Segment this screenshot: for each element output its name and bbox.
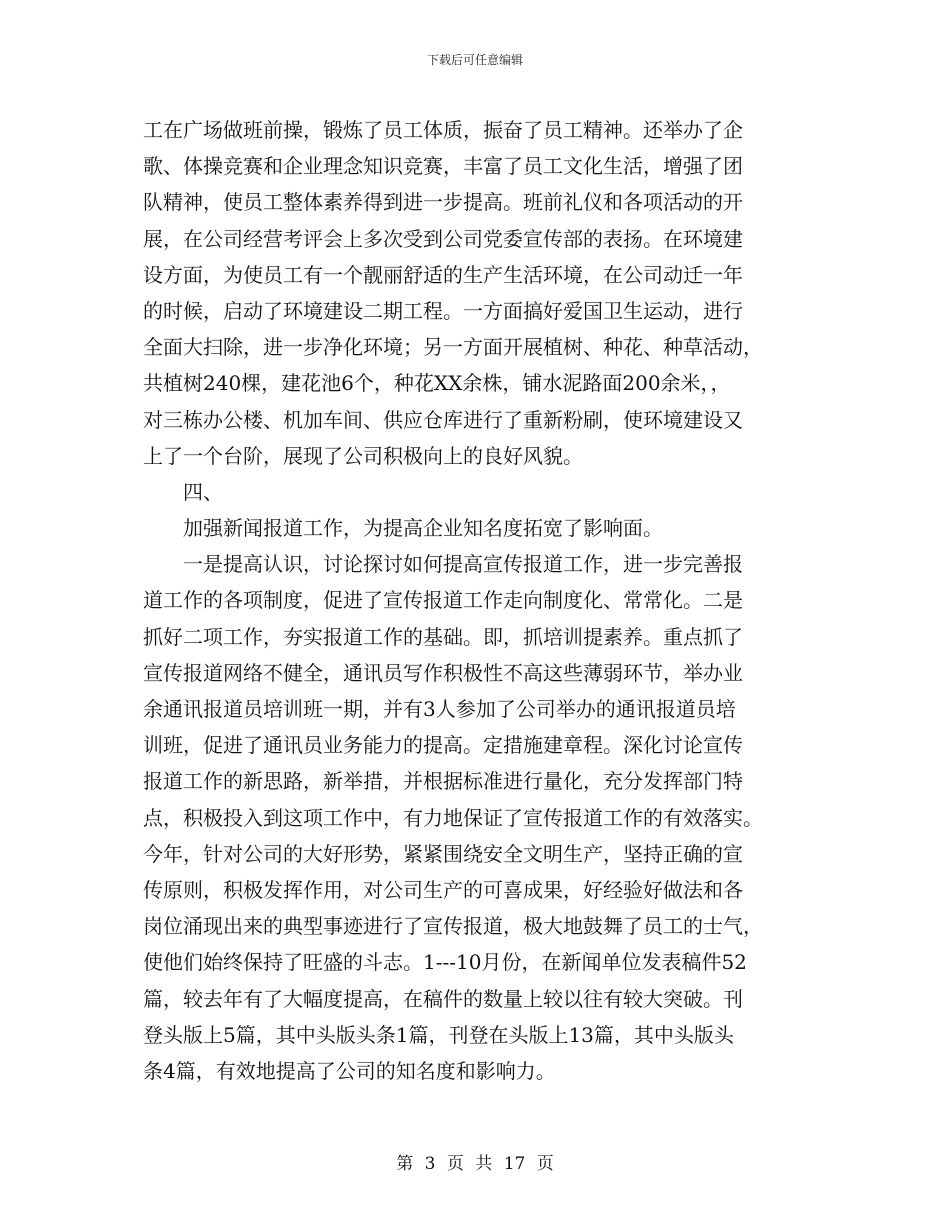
- body-line: 对三栋办公楼、机加车间、供应仓库进行了重新粉刷，使环境建设又: [143, 407, 743, 432]
- body-line: 传原则，积极发挥作用，对公司生产的可喜成果，好经验好做法和各: [143, 877, 743, 902]
- body-line: 岗位涌现出来的典型事迹进行了宣传报道，极大地鼓舞了员工的士气，: [143, 914, 763, 939]
- body-line: 抓好二项工作，夯实报道工作的基础。即，抓培训提素养。重点抓了: [143, 624, 743, 649]
- page-header-note: 下载后可任意编辑: [426, 53, 523, 67]
- body-line: 工在广场做班前操，锻炼了员工体质，振奋了员工精神。还举办了企: [143, 118, 743, 142]
- body-line: 登头版上5篇，其中头版头条1篇，刊登在头版上13篇，其中头版头: [143, 1022, 734, 1047]
- section-number: 四、: [183, 479, 223, 504]
- body-line: 展，在公司经营考评会上多次受到公司党委宣传部的表扬。在环境建: [143, 226, 743, 251]
- body-line: 全面大扫除，进一步净化环境；另一方面开展植树、种花、种草活动，: [143, 335, 763, 360]
- body-line: 的时候，启动了环境建设二期工程。一方面搞好爱国卫生运动，进行: [143, 298, 743, 323]
- body-line: 今年，针对公司的大好形势，紧紧围绕安全文明生产，坚持正确的宣: [143, 841, 743, 866]
- body-line: 上了一个台阶，展现了公司积极向上的良好风貌。: [143, 443, 583, 468]
- body-line: 篇，较去年有了大幅度提高，在稿件的数量上较以往有较大突破。刊: [143, 986, 743, 1011]
- body-line: 报道工作的新思路，新举措，并根据标准进行量化，充分发挥部门特: [143, 769, 743, 794]
- body-line: 宣传报道网络不健全，通讯员写作积极性不高这些薄弱环节，举办业: [143, 660, 743, 685]
- body-line: 一是提高认识，讨论探讨如何提高宣传报道工作，进一步完善报: [183, 552, 743, 577]
- body-line: 点，积极投入到这项工作中，有力地保证了宣传报道工作的有效落实。: [143, 805, 763, 830]
- body-line: 条4篇，有效地提高了公司的知名度和影响力。: [143, 1058, 556, 1083]
- section-heading: 加强新闻报道工作，为提高企业知名度拓宽了影响面。: [183, 516, 663, 541]
- body-line: 共植树240棵，建花池6个，种花XX余株，铺水泥路面200余米，，: [143, 371, 731, 396]
- document-body: [143, 112, 810, 1089]
- body-line: 道工作的各项制度，促进了宣传报道工作走向制度化、常常化。二是: [143, 588, 743, 613]
- page-number: 第 3 页 共 17 页: [396, 1154, 554, 1174]
- body-line: 余通讯报道员培训班一期，并有3人参加了公司举办的通讯报道员培: [143, 697, 736, 721]
- body-line: 队精神，使员工整体素养得到进一步提高。班前礼仪和各项活动的开: [143, 190, 743, 215]
- body-line: 使他们始终保持了旺盛的斗志。1---10月份，在新闻单位发表稿件52: [143, 950, 747, 975]
- body-line: 训班，促进了通讯员业务能力的提高。定措施建章程。深化讨论宣传: [143, 733, 743, 758]
- body-line: 歌、体操竞赛和企业理念知识竞赛，丰富了员工文化生活，增强了团: [143, 154, 743, 179]
- body-line: 设方面，为使员工有一个靓丽舒适的生产生活环境，在公司动迁一年: [143, 262, 743, 287]
